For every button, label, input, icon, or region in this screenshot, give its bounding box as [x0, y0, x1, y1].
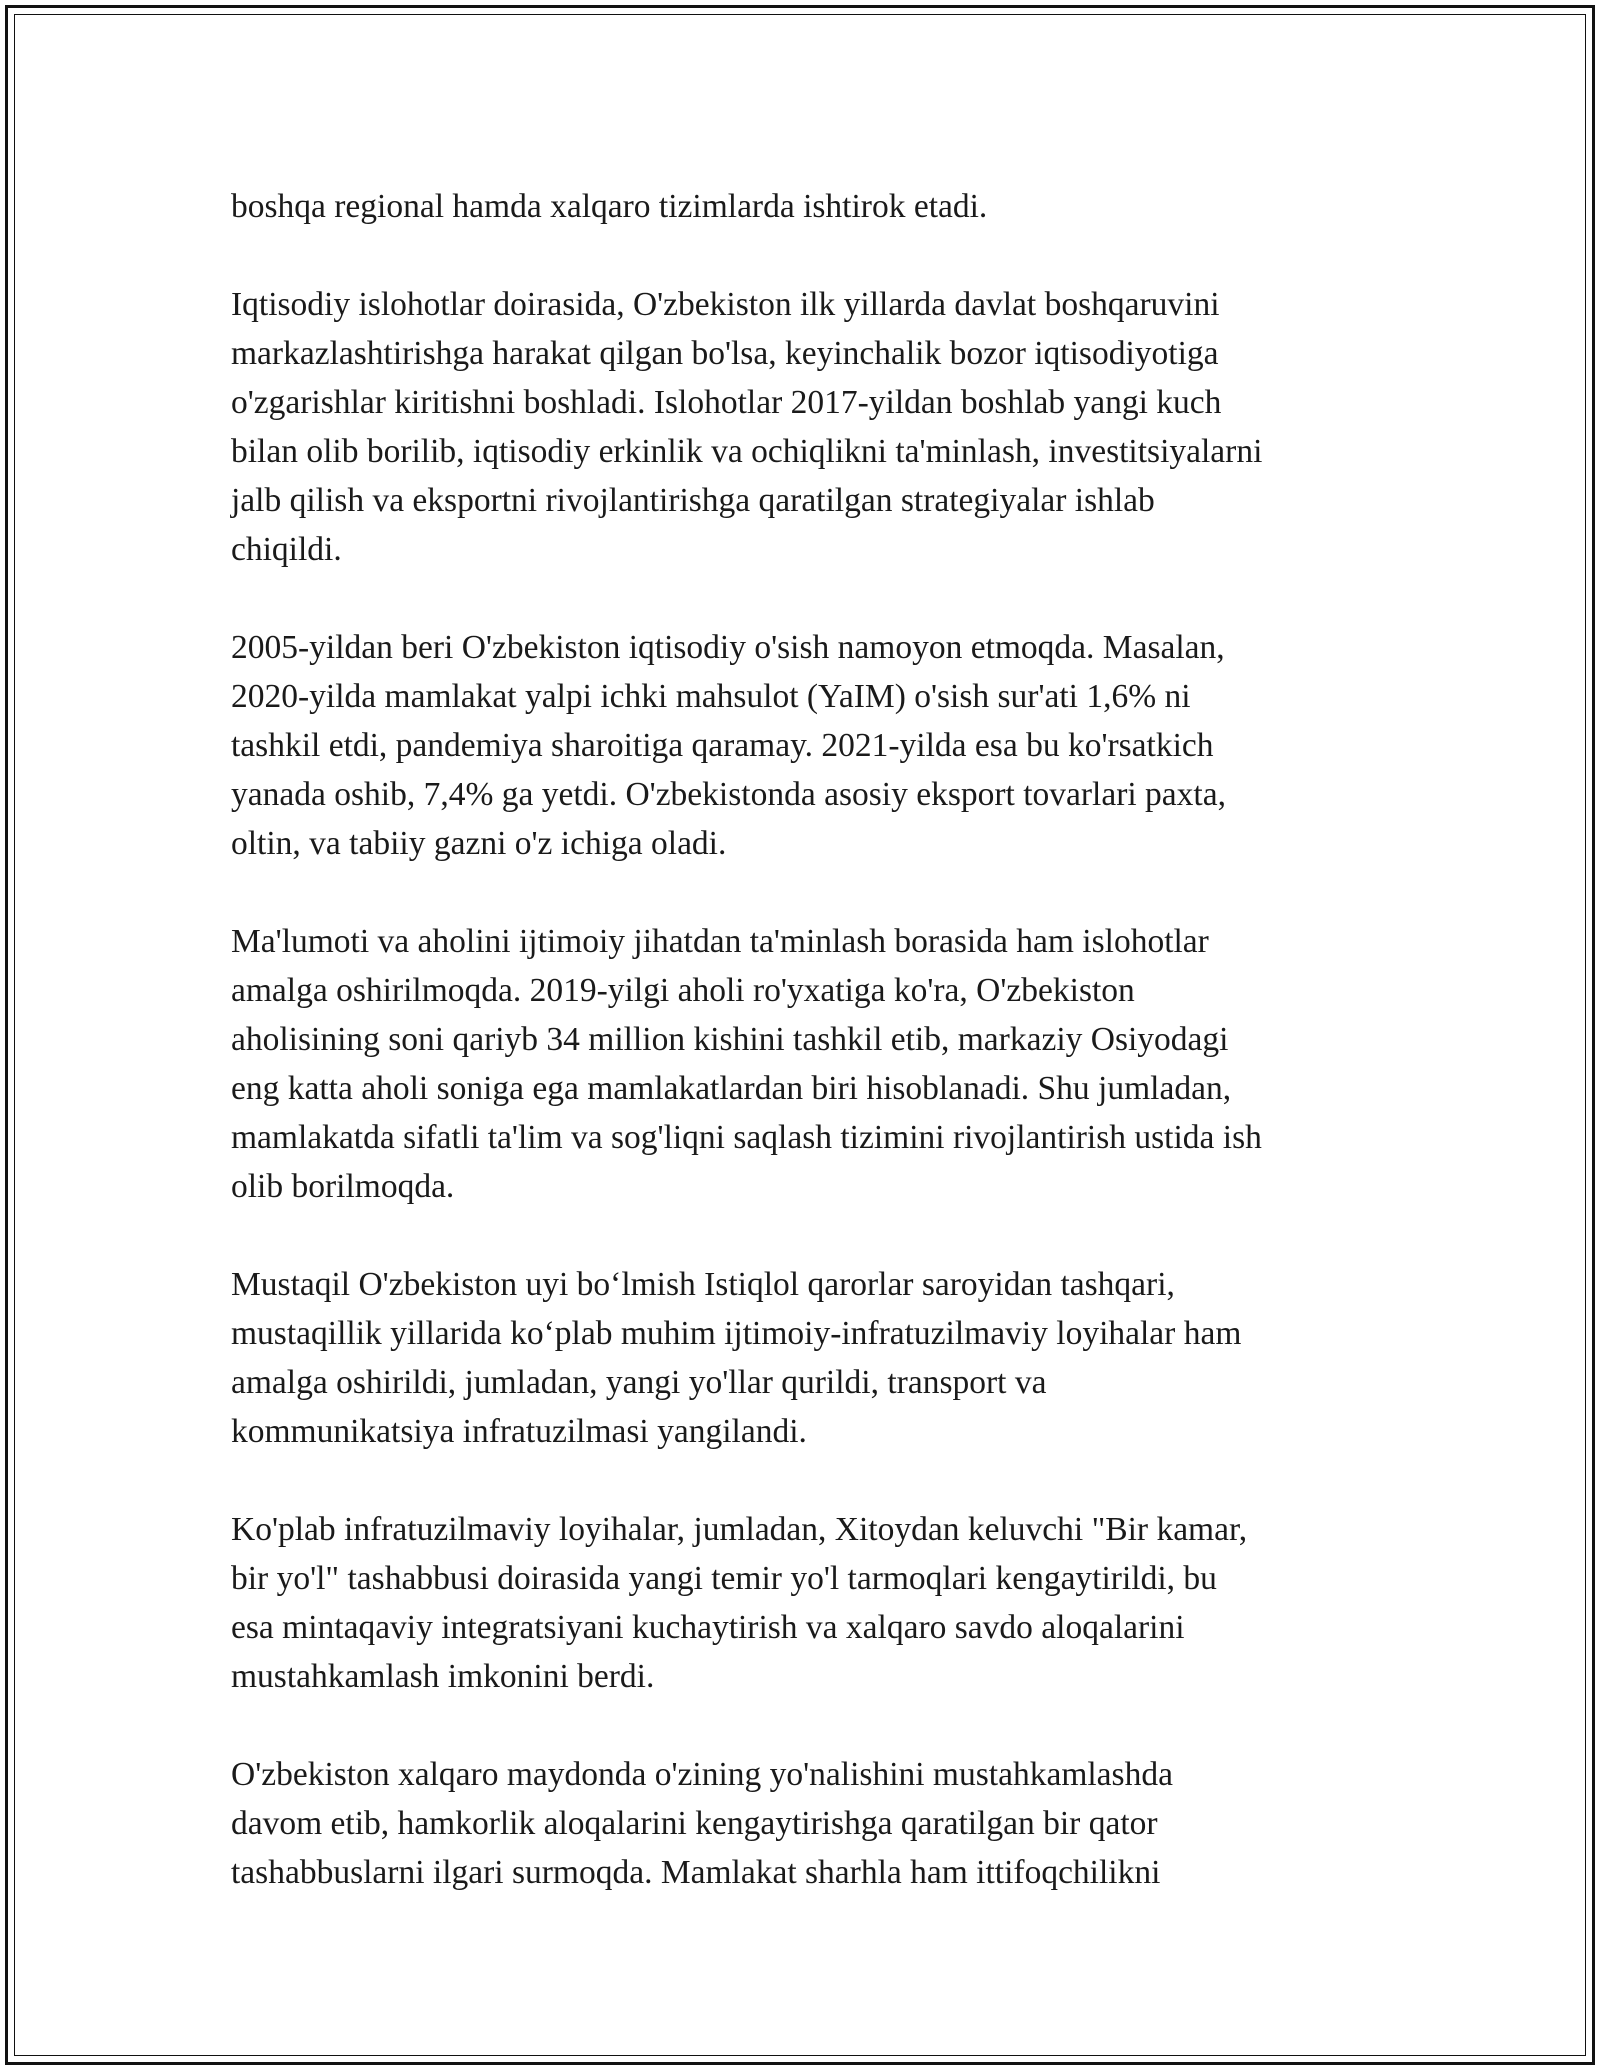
text-line: davom etib, hamkorlik aloqalarini kengaytirishga qaratilgan bir qator [231, 1805, 1158, 1842]
text-line: yanada oshib, 7,4% ga yetdi. O'zbekistonda asosiy eksport tovarlari paxta, [231, 776, 1226, 813]
page-body [231, 182, 1381, 1897]
text-line: Mustaqil O'zbekiston uyi bo‘lmish Istiqlol qarorlar saroyidan tashqari, [231, 1266, 1175, 1303]
text-line: Ma'lumoti va aholini ijtimoiy jihatdan ta'minlash borasida ham islohotlar [231, 923, 1209, 960]
text-line: Iqtisodiy islohotlar doirasida, O'zbekiston ilk yillarda davlat boshqaruvini [231, 286, 1220, 323]
text-line: 2020-yilda mamlakat yalpi ichki mahsulot (YaIM) o'sish sur'ati 1,6% ni [231, 678, 1191, 715]
text-line: boshqa regional hamda xalqaro tizimlarda ishtirok etadi. [231, 188, 988, 225]
text-line: amalga oshirilmoqda. 2019-yilgi aholi ro'yxatiga ko'ra, O'zbekiston [231, 972, 1135, 1009]
text-line: esa mintaqaviy integratsiyani kuchaytirish va xalqaro savdo aloqalarini [231, 1609, 1185, 1646]
text-line: aholisining soni qariyb 34 million kishini tashkil etib, markaziy Osiyodagi [231, 1021, 1229, 1058]
paragraph [231, 1260, 1381, 1456]
text-line: jalb qilish va eksportni rivojlantirishga qaratilgan strategiyalar ishlab [231, 482, 1155, 519]
text-line: bilan olib borilib, iqtisodiy erkinlik va ochiqlikni ta'minlash, investitsiyalarni [231, 433, 1263, 470]
text-line: bir yo'l" tashabbusi doirasida yangi temir yo'l tarmoqlari kengaytirildi, bu [231, 1560, 1217, 1597]
text-line: chiqildi. [231, 531, 342, 568]
text-line: mustahkamlash imkonini berdi. [231, 1658, 655, 1695]
text-line: oltin, va tabiiy gazni o'z ichiga oladi. [231, 825, 727, 862]
paragraph [231, 1750, 1381, 1897]
text-line: mamlakatda sifatli ta'lim va sog'liqni saqlash tizimini rivojlantirish ustida ish [231, 1119, 1262, 1156]
text-line: o'zgarishlar kiritishni boshladi. Islohotlar 2017-yildan boshlab yangi kuch [231, 384, 1222, 421]
text-line: kommunikatsiya infratuzilmasi yangilandi. [231, 1413, 807, 1450]
text-line: Ko'plab infratuzilmaviy loyihalar, jumladan, Xitoydan keluvchi "Bir kamar, [231, 1511, 1248, 1548]
paragraph [231, 1505, 1381, 1701]
paragraph [231, 280, 1381, 574]
paragraph [231, 182, 1381, 231]
text-line: markazlashtirishga harakat qilgan bo'lsa, keyinchalik bozor iqtisodiyotiga [231, 335, 1219, 372]
paragraph [231, 917, 1381, 1211]
text-line: tashabbuslarni ilgari surmoqda. Mamlakat sharhla ham ittifoqchilikni [231, 1854, 1161, 1891]
text-line: 2005-yildan beri O'zbekiston iqtisodiy o'sish namoyon etmoqda. Masalan, [231, 629, 1225, 666]
paragraph [231, 623, 1381, 868]
text-line: O'zbekiston xalqaro maydonda o'zining yo'nalishini mustahkamlashda [231, 1756, 1173, 1793]
text-line: olib borilmoqda. [231, 1168, 455, 1205]
text-line: tashkil etdi, pandemiya sharoitiga qaramay. 2021-yilda esa bu ko'rsatkich [231, 727, 1214, 764]
text-line: mustaqillik yillarida ko‘plab muhim ijtimoiy-infratuzilmaviy loyihalar ham [231, 1315, 1242, 1352]
text-line: eng katta aholi soniga ega mamlakatlardan biri hisoblanadi. Shu jumladan, [231, 1070, 1232, 1107]
text-line: amalga oshirildi, jumladan, yangi yo'llar qurildi, transport va [231, 1364, 1047, 1401]
